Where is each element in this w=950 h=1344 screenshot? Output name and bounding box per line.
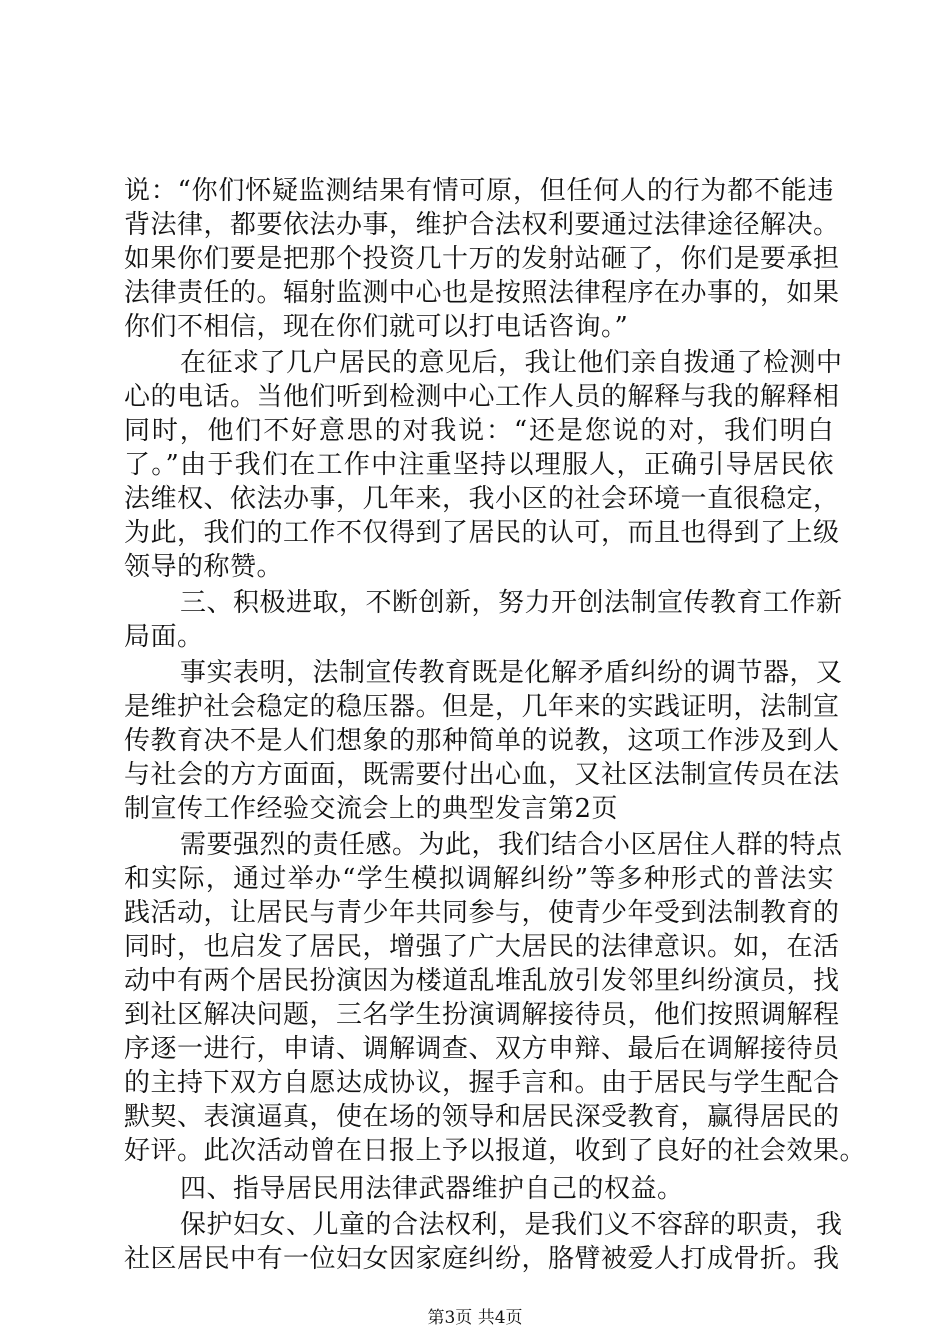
paragraph-start: 在征求了几户居民的意见后，我让他们亲自拨通了检测中 xyxy=(180,348,843,378)
text-line: 你们不相信，现在你们就可以打电话咨询。” xyxy=(124,312,629,342)
text-line: 的主持下双方自愿达成协议，握手言和。由于居民与学生配合 xyxy=(124,1068,840,1098)
text-line: 社区居民中有一位妇女因家庭纠纷，胳臂被爱人打成骨折。我 xyxy=(124,1244,840,1274)
text-line: 心的电话。当他们听到检测中心工作人员的解释与我的解释相 xyxy=(124,382,840,412)
text-line: 如果你们要是把那个投资几十万的发射站砸了，你们是要承担 xyxy=(124,244,840,274)
section-heading-3: 三、积极进取，不断创新，努力开创法制宣传教育工作新 xyxy=(180,588,843,618)
section-heading-4: 四、指导居民用法律武器维护自己的权益。 xyxy=(180,1174,684,1204)
text-line: 与社会的方方面面，既需要付出心血，又社区法制宣传员在法 xyxy=(124,760,840,790)
text-line: 好评。此次活动曾在日报上予以报道，收到了良好的社会效果。 xyxy=(124,1136,867,1166)
text-line: 到社区解决问题，三名学生扮演调解接待员，他们按照调解程 xyxy=(124,1000,840,1030)
paragraph-start: 保护妇女、儿童的合法权利，是我们义不容辞的职责，我 xyxy=(180,1210,843,1240)
text-line: 了。”由于我们在工作中注重坚持以理服人，正确引导居民依 xyxy=(124,450,834,480)
text-line: 动中有两个居民扮演因为楼道乱堆乱放引发邻里纠纷演员，找 xyxy=(124,966,840,996)
text-line: 和实际，通过举办“学生模拟调解纠纷”等多种形式的普法实 xyxy=(124,864,834,894)
text-line: 是维护社会稳定的稳压器。但是，几年来的实践证明，法制宣 xyxy=(124,692,840,722)
text-line: 领导的称赞。 xyxy=(124,552,284,582)
text-line: 同时，也启发了居民，增强了广大居民的法律意识。如，在活 xyxy=(124,932,840,962)
text-line: 法维权、依法办事，几年来，我小区的社会环境一直很稳定， xyxy=(124,484,840,514)
text-line: 背法律，都要依法办事，维护合法权利要通过法律途径解决。 xyxy=(124,210,840,240)
text-line: 局面。 xyxy=(124,622,204,652)
text-line: 为此，我们的工作不仅得到了居民的认可，而且也得到了上级 xyxy=(124,518,840,548)
paragraph-start: 需要强烈的责任感。为此，我们结合小区居住人群的特点 xyxy=(180,830,843,860)
text-line: 传教育决不是人们想象的那种简单的说教，这项工作涉及到人 xyxy=(124,726,840,756)
text-line: 默契、表演逼真，使在场的领导和居民深受教育，赢得居民的 xyxy=(124,1102,840,1132)
text-line: 法律责任的。辐射监测中心也是按照法律程序在办事的，如果 xyxy=(124,278,840,308)
text-line: 践活动，让居民与青少年共同参与，使青少年受到法制教育的 xyxy=(124,898,840,928)
text-line: 序逐一进行，申请、调解调查、双方申辩、最后在调解接待员 xyxy=(124,1034,840,1064)
text-line: 制宣传工作经验交流会上的典型发言第2页 xyxy=(124,794,619,824)
page-footer: 第3页 共4页 xyxy=(427,1308,523,1328)
text-line: 同时，他们不好意思的对我说：“还是您说的对，我们明白 xyxy=(124,416,834,446)
text-line: 说：“你们怀疑监测结果有情可原，但任何人的行为都不能违 xyxy=(124,176,834,206)
paragraph-start: 事实表明，法制宣传教育既是化解矛盾纠纷的调节器，又 xyxy=(180,658,843,688)
